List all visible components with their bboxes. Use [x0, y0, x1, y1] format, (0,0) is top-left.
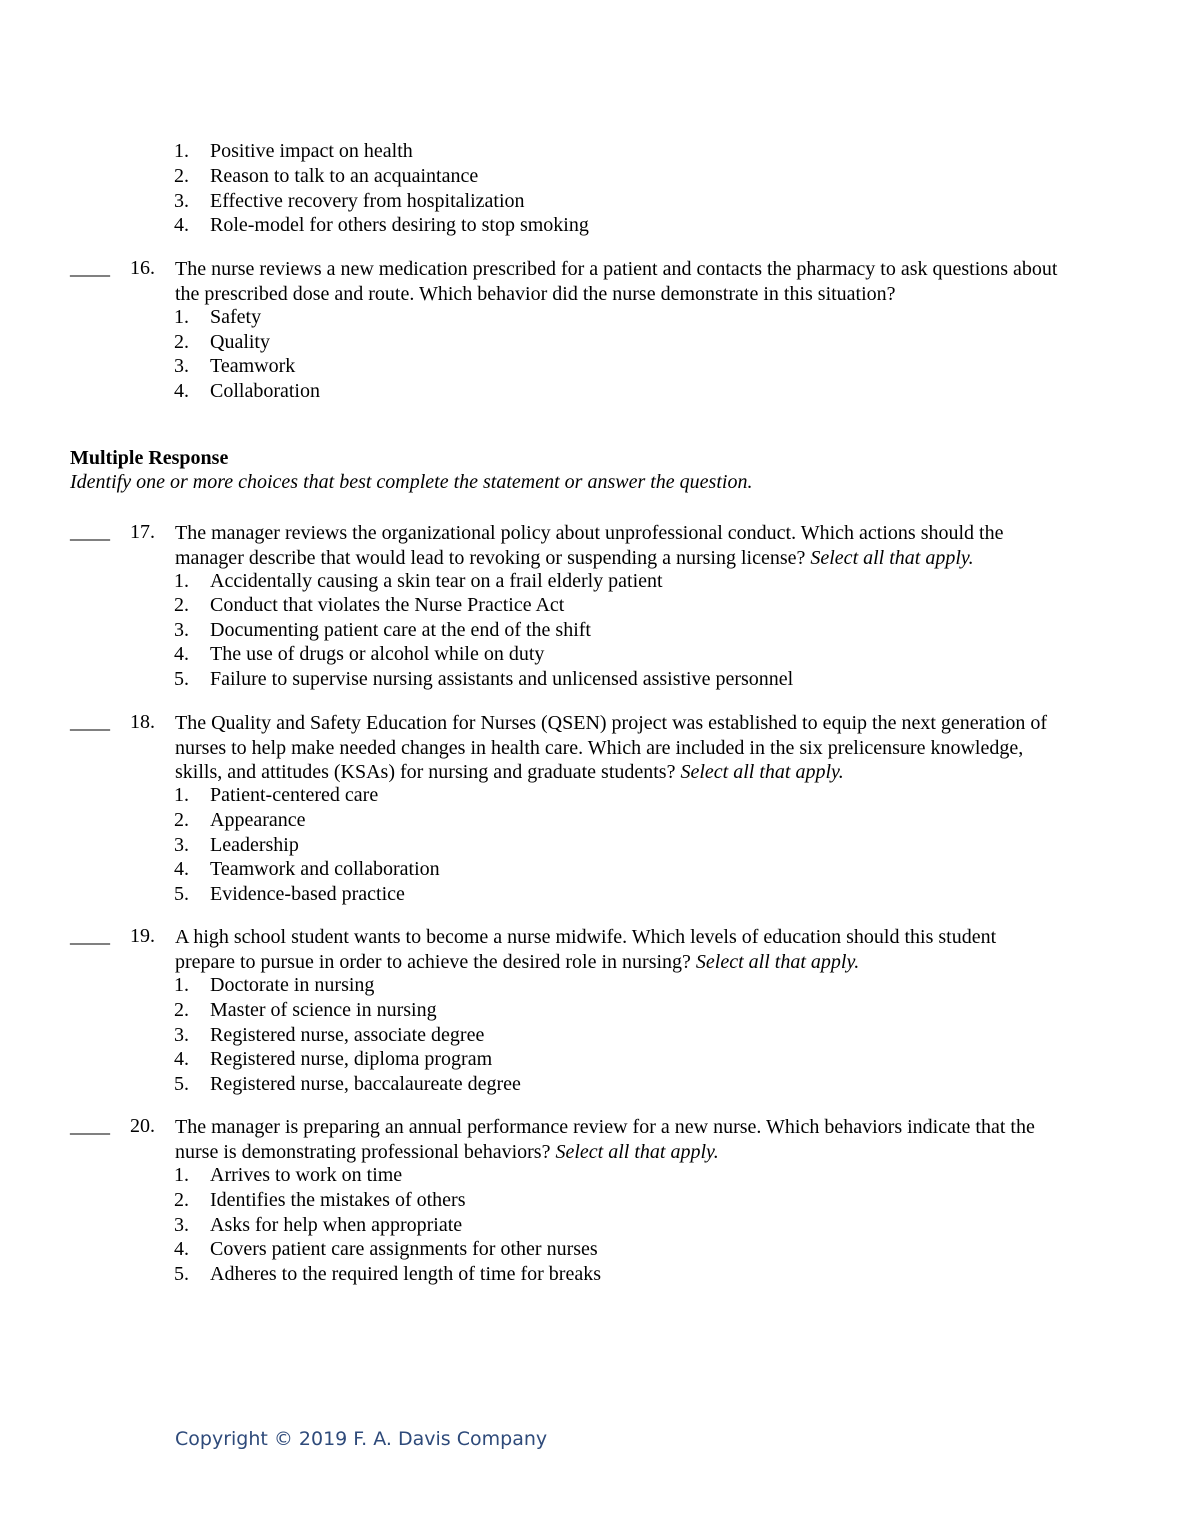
option-number: 3.: [174, 355, 189, 377]
option-text: Master of science in nursing: [210, 999, 437, 1021]
question-number: 20.: [130, 1115, 155, 1137]
option-text: Teamwork: [210, 355, 296, 377]
option-number: 3.: [174, 834, 189, 856]
question-stem: [175, 521, 1125, 570]
option-text: Identifies the mistakes of others: [210, 1189, 466, 1211]
option-number: 5.: [174, 883, 189, 905]
stem-line: [175, 760, 1125, 785]
option-text: Quality: [210, 331, 270, 353]
question-stem: [175, 711, 1125, 785]
option-text: Registered nurse, associate degree: [210, 1024, 485, 1046]
stem-line: [175, 950, 1125, 975]
option-text: Effective recovery from hospitalization: [210, 190, 525, 212]
option-number: 5.: [174, 1073, 189, 1095]
answer-blank: ____: [70, 925, 110, 947]
stem-line: The nurse reviews a new medication prescribed for a patient and contacts the pharmacy to ask questions about: [175, 258, 1058, 280]
section-instruction: Identify one or more choices that best complete the statement or answer the question.: [70, 471, 753, 493]
option-text: Reason to talk to an acquaintance: [210, 165, 479, 187]
option-number: 3.: [174, 619, 189, 641]
option-text: Collaboration: [210, 380, 320, 402]
option-number: 3.: [174, 190, 189, 212]
copyright-footer: Copyright © 2019 F. A. Davis Company: [175, 1428, 548, 1450]
option-number: 3.: [174, 1024, 189, 1046]
option-number: 2.: [174, 999, 189, 1021]
option-text: Safety: [210, 306, 262, 328]
stem-line-text: manager describe that would lead to revoking or suspending a nursing license?: [175, 546, 806, 569]
option-text: Positive impact on health: [210, 140, 413, 162]
option-number: 2.: [174, 594, 189, 616]
option-text: The use of drugs or alcohol while on duty: [210, 643, 545, 665]
option-number: 1.: [174, 784, 189, 806]
answer-blank: ____: [70, 1115, 110, 1137]
stem-line-text: skills, and attitudes (KSAs) for nursing and graduate students?: [175, 761, 676, 784]
question-stem: [175, 257, 1125, 306]
option-text: Teamwork and collaboration: [210, 858, 440, 880]
answer-blank: ____: [70, 257, 110, 279]
option-number: 2.: [174, 331, 189, 353]
option-number: 4.: [174, 214, 189, 236]
option-text: Failure to supervise nursing assistants and unlicensed assistive personnel: [210, 668, 794, 690]
option-number: 1.: [174, 140, 189, 162]
option-number: 4.: [174, 380, 189, 402]
option-number: 4.: [174, 643, 189, 665]
option-text: Adheres to the required length of time for breaks: [210, 1263, 601, 1285]
option-text: Accidentally causing a skin tear on a frail elderly patient: [210, 570, 663, 592]
stem-line: [175, 546, 1125, 571]
stem-line: The Quality and Safety Education for Nurses (QSEN) project was established to equip the next generation of: [175, 712, 1047, 734]
stem-line: The manager reviews the organizational policy about unprofessional conduct. Which actions should the: [175, 522, 1004, 544]
stem-line-text: prepare to pursue in order to achieve the desired role in nursing?: [175, 950, 691, 973]
question-number: 18.: [130, 711, 155, 733]
question-number: 19.: [130, 925, 155, 947]
option-number: 5.: [174, 1263, 189, 1285]
option-number: 4.: [174, 858, 189, 880]
option-text: Covers patient care assignments for other nurses: [210, 1238, 598, 1260]
question-number: 16.: [130, 257, 155, 279]
option-text: Arrives to work on time: [210, 1164, 403, 1186]
option-text: Role-model for others desiring to stop smoking: [210, 214, 589, 236]
option-number: 5.: [174, 668, 189, 690]
stem-line: nurses to help make needed changes in health care. Which are included in the six prelicensure knowledge,: [175, 736, 1024, 759]
option-text: Evidence-based practice: [210, 883, 405, 905]
option-number: 1.: [174, 1164, 189, 1186]
answer-blank: ____: [70, 711, 110, 733]
question-number: 17.: [130, 521, 155, 543]
option-number: 2.: [174, 809, 189, 831]
stem-line-text: nurse is demonstrating professional behaviors?: [175, 1140, 551, 1163]
option-number: 1.: [174, 570, 189, 592]
select-all-note: Select all that apply.: [555, 1140, 719, 1163]
option-text: Patient-centered care: [210, 784, 379, 806]
question-stem: [175, 925, 1125, 974]
option-number: 4.: [174, 1238, 189, 1260]
option-text: Registered nurse, baccalaureate degree: [210, 1073, 521, 1095]
option-number: 4.: [174, 1048, 189, 1070]
select-all-note: Select all that apply.: [810, 546, 974, 569]
stem-line: the prescribed dose and route. Which behavior did the nurse demonstrate in this situation?: [175, 282, 896, 305]
select-all-note: Select all that apply.: [680, 761, 844, 784]
option-number: 1.: [174, 974, 189, 996]
option-text: Documenting patient care at the end of the shift: [210, 619, 591, 641]
option-text: Registered nurse, diploma program: [210, 1048, 493, 1070]
option-text: Doctorate in nursing: [210, 974, 375, 996]
option-number: 2.: [174, 165, 189, 187]
option-text: Asks for help when appropriate: [210, 1214, 463, 1236]
option-number: 1.: [174, 306, 189, 328]
section-heading: Multiple Response: [70, 447, 229, 469]
stem-line: [175, 1140, 1125, 1165]
option-number: 2.: [174, 1189, 189, 1211]
option-number: 3.: [174, 1214, 189, 1236]
option-text: Leadership: [210, 834, 299, 856]
stem-line: The manager is preparing an annual performance review for a new nurse. Which behaviors indicate that the: [175, 1116, 1035, 1138]
select-all-note: Select all that apply.: [695, 950, 860, 973]
answer-blank: ____: [70, 521, 110, 543]
stem-line: A high school student wants to become a nurse midwife. Which levels of education should this student: [175, 926, 997, 948]
question-stem: [175, 1115, 1125, 1164]
option-text: Appearance: [210, 809, 306, 831]
option-text: Conduct that violates the Nurse Practice Act: [210, 594, 565, 616]
